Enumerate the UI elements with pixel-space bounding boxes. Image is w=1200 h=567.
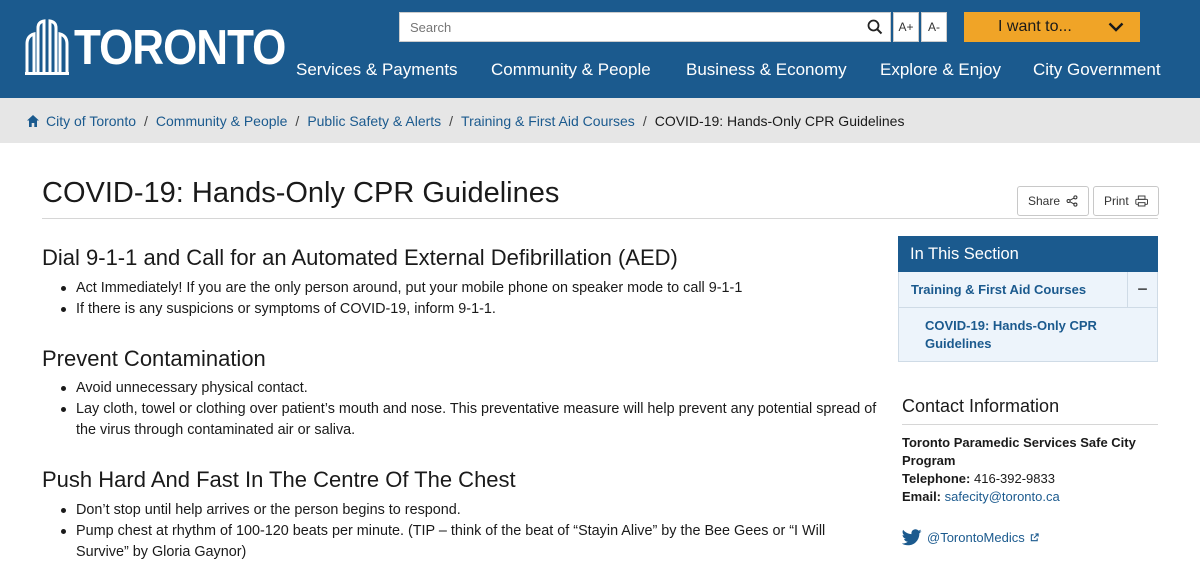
breadcrumb-city-of-toronto[interactable]: City of Toronto xyxy=(46,113,137,129)
i-want-to-dropdown[interactable] xyxy=(964,12,1140,42)
collapse-toggle-button[interactable]: − xyxy=(1127,272,1157,307)
nav-business-economy[interactable]: Business & Economy xyxy=(686,60,847,79)
breadcrumb-bar xyxy=(0,98,1200,143)
external-link-icon xyxy=(1030,533,1039,542)
breadcrumb-separator: / xyxy=(642,113,647,129)
twitter-handle: @TorontoMedics xyxy=(927,530,1025,545)
section-heading-prevent-contamination: Prevent Contamination xyxy=(42,346,266,371)
page-title: COVID-19: Hands-Only CPR Guidelines xyxy=(42,177,560,209)
nav-explore-enjoy[interactable]: Explore & Enjoy xyxy=(880,60,1001,79)
contact-details xyxy=(902,434,1152,506)
share-label: Share xyxy=(1028,194,1061,208)
title-divider xyxy=(42,218,1158,219)
search-input[interactable] xyxy=(400,13,860,41)
list-item: Don’t stop until help arrives or the person begins to respond. xyxy=(58,500,878,521)
printer-icon xyxy=(1135,194,1148,208)
breadcrumb xyxy=(26,113,904,129)
i-want-to-label: I want to... xyxy=(998,18,1072,35)
section-heading-push-hard: Push Hard And Fast In The Centre Of The Chest xyxy=(42,467,516,492)
email-link[interactable]: safecity@toronto.ca xyxy=(944,489,1060,504)
search-button[interactable] xyxy=(860,13,890,41)
section-list-push-hard xyxy=(58,500,878,563)
nav-city-government[interactable]: City Government xyxy=(1033,60,1161,79)
list-item: Avoid unnecessary physical contact. xyxy=(58,378,878,399)
contact-organization: Toronto Paramedic Services Safe City Program xyxy=(902,435,1136,468)
list-item: Pump chest at rhythm of 100-120 beats per minute. (TIP – think of the beat of “Stayin Alive” by the Bee Gees or “I Will Survive” by Gloria Gaynor) xyxy=(58,521,878,563)
nav-community-people[interactable]: Community & People xyxy=(491,60,651,79)
telephone-label: Telephone: xyxy=(902,471,971,486)
section-parent-row xyxy=(898,272,1158,308)
print-button[interactable] xyxy=(1093,186,1159,216)
in-this-section-title: In This Section xyxy=(898,236,1158,272)
breadcrumb-community-people[interactable]: Community & People xyxy=(155,113,288,129)
home-icon[interactable] xyxy=(26,114,40,128)
section-list-dial-911 xyxy=(58,278,878,320)
telephone-value: 416-392-9833 xyxy=(974,471,1055,486)
section-heading-dial-911: Dial 9-1-1 and Call for an Automated External Defibrillation (AED) xyxy=(42,245,678,270)
in-this-section-panel xyxy=(898,236,1158,362)
main-nav xyxy=(0,60,1200,80)
breadcrumb-public-safety-alerts[interactable]: Public Safety & Alerts xyxy=(307,113,442,129)
search-box xyxy=(399,12,891,42)
contact-divider xyxy=(902,424,1158,425)
contact-information-title: Contact Information xyxy=(902,396,1060,416)
site-header xyxy=(0,0,1200,98)
chevron-down-icon xyxy=(1108,22,1124,32)
font-decrease-button[interactable]: A- xyxy=(921,12,947,42)
font-increase-button[interactable]: A+ xyxy=(893,12,919,42)
twitter-link[interactable] xyxy=(902,529,1039,546)
email-label: Email: xyxy=(902,489,942,504)
section-link-training-first-aid[interactable]: Training & First Aid Courses xyxy=(911,282,1087,297)
list-item: If there is any suspicions or symptoms of COVID-19, inform 9-1-1. xyxy=(58,299,878,320)
print-label: Print xyxy=(1104,194,1129,208)
search-icon xyxy=(867,19,883,35)
list-item: Lay cloth, towel or clothing over patient’s mouth and nose. This preventative measure will help prevent any potential spread of the virus through contaminated air or saliva. xyxy=(58,399,878,441)
breadcrumb-training-first-aid[interactable]: Training & First Aid Courses xyxy=(461,113,635,129)
twitter-bird-icon xyxy=(902,529,922,546)
breadcrumb-current: COVID-19: Hands-Only CPR Guidelines xyxy=(654,113,905,129)
share-button[interactable] xyxy=(1017,186,1089,216)
section-list-prevent-contamination xyxy=(58,378,878,441)
logo-text: TORONTO xyxy=(74,20,286,76)
breadcrumb-separator: / xyxy=(449,113,454,129)
breadcrumb-separator: / xyxy=(295,113,300,129)
list-item: Act Immediately! If you are the only person around, put your mobile phone on speaker mode to call 9-1-1 xyxy=(58,278,878,299)
breadcrumb-separator: / xyxy=(144,113,148,129)
share-icon xyxy=(1066,194,1078,208)
section-link-current-page[interactable]: COVID-19: Hands-Only CPR Guidelines xyxy=(898,308,1158,362)
nav-services-payments[interactable]: Services & Payments xyxy=(296,60,458,79)
